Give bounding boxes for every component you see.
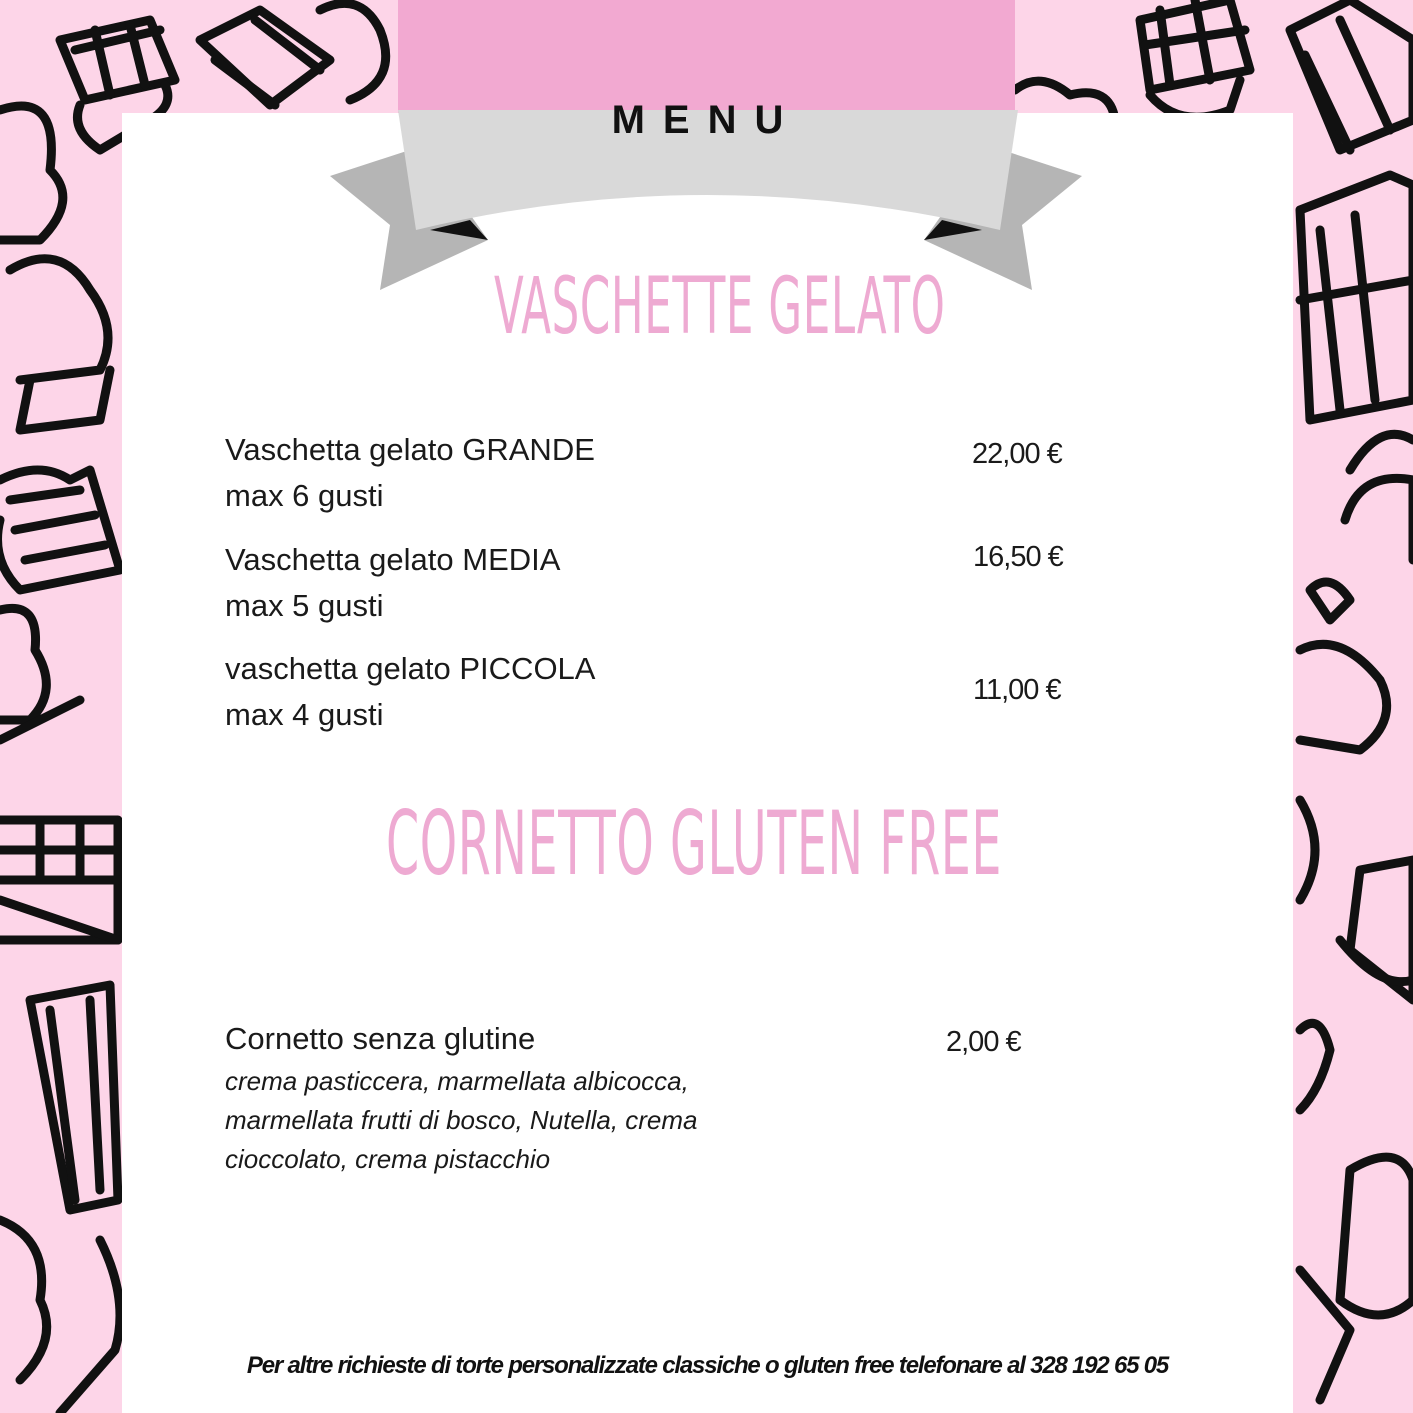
cake-slice-icon xyxy=(200,10,330,105)
cupcake-icon xyxy=(0,1220,120,1413)
cherry-icon xyxy=(1300,582,1387,750)
item-detail-piccola: max 4 gusti xyxy=(225,697,384,732)
footer-note: Per altre richieste di torte personalizzate classiche o gluten free telefonare al 328 192 65 05 xyxy=(246,1352,1169,1379)
item-name-cornetto: Cornetto senza glutine xyxy=(225,1021,536,1056)
cupcake-icon xyxy=(10,259,110,430)
item-desc-cornetto-line-1: crema pasticcera, marmellata albicocca, xyxy=(225,1066,689,1096)
cupcake-icon xyxy=(320,3,386,100)
item-name-grande: Vaschetta gelato GRANDE xyxy=(225,432,595,467)
item-desc-cornetto-line-2: marmellata frutti di bosco, Nutella, crema xyxy=(225,1105,698,1135)
item-name-media: Vaschetta gelato MEDIA xyxy=(225,542,561,577)
item-price-piccola: 11,00 € xyxy=(973,674,1061,706)
item-price-media: 16,50 € xyxy=(973,541,1063,573)
cupcake-icon xyxy=(1300,1023,1413,1400)
item-detail-grande: max 6 gusti xyxy=(225,478,384,513)
ice-cream-cone-icon xyxy=(0,820,118,940)
item-name-piccola: vaschetta gelato PICCOLA xyxy=(225,651,596,686)
menu-title: MENU xyxy=(611,98,802,142)
scoop-icon xyxy=(0,106,63,240)
scoop-icon xyxy=(1345,434,1413,560)
item-detail-media: max 5 gusti xyxy=(225,588,384,623)
cake-slice-icon xyxy=(30,985,118,1210)
section-title-vaschette: VASCHETTE GELATO xyxy=(494,262,946,352)
ice-cream-cone-icon xyxy=(1140,0,1250,117)
item-price-cornetto: 2,00 € xyxy=(946,1026,1021,1058)
soft-serve-icon xyxy=(0,608,80,740)
cake-slice-icon xyxy=(1300,175,1413,420)
item-desc-cornetto-line-3: cioccolato, crema pistacchio xyxy=(225,1144,551,1174)
ice-cream-cone-icon xyxy=(0,470,120,590)
cake-slice-icon xyxy=(1290,0,1413,150)
item-price-grande: 22,00 € xyxy=(972,438,1062,470)
section-title-cornetto: CORNETTO GLUTEN FREE xyxy=(386,792,1003,895)
cupcake-icon xyxy=(1300,800,1413,1000)
